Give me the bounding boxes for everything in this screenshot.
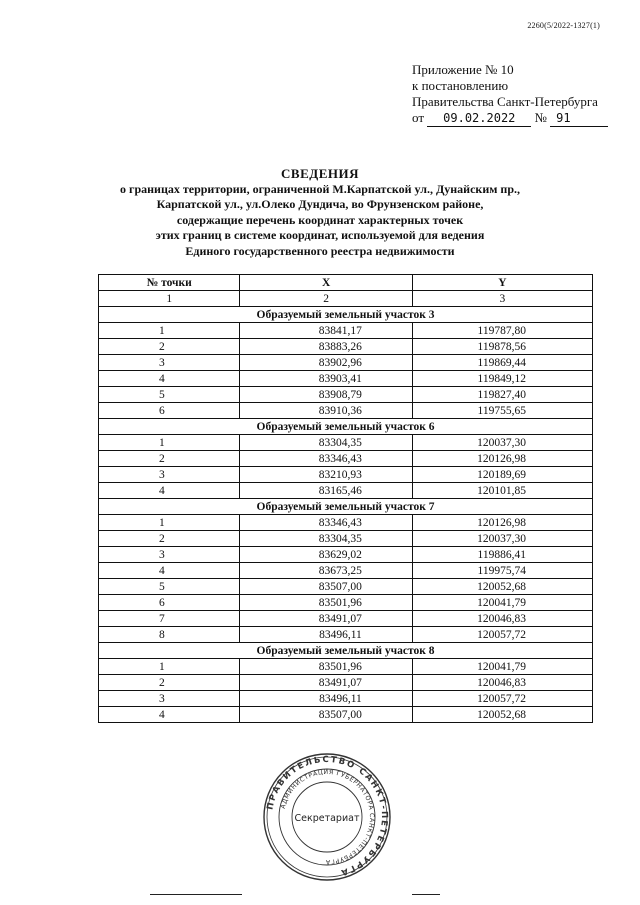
y-coordinate-cell: 119975,74 xyxy=(412,563,592,579)
numbering-cell: 1 xyxy=(99,291,240,307)
table-row xyxy=(99,579,593,595)
y-coordinate-cell: 120057,72 xyxy=(412,691,592,707)
point-number-cell: 3 xyxy=(99,355,240,371)
header-y: Y xyxy=(412,275,592,291)
y-coordinate-cell: 119886,41 xyxy=(412,547,592,563)
document-title xyxy=(0,166,640,259)
y-coordinate-cell: 119827,40 xyxy=(412,387,592,403)
x-coordinate-cell: 83501,96 xyxy=(240,595,412,611)
point-number-cell: 2 xyxy=(99,339,240,355)
point-number-cell: 8 xyxy=(99,627,240,643)
table-row xyxy=(99,627,593,643)
x-coordinate-cell: 83491,07 xyxy=(240,675,412,691)
y-coordinate-cell: 119869,44 xyxy=(412,355,592,371)
table-row xyxy=(99,675,593,691)
x-coordinate-cell: 83346,43 xyxy=(240,451,412,467)
table-row xyxy=(99,611,593,627)
point-number-cell: 1 xyxy=(99,323,240,339)
annex-line: к постановлению xyxy=(412,78,509,93)
title-line: Единого государственного реестра недвижимости xyxy=(185,243,455,258)
document-id: 2260(5/2022-1327(1) xyxy=(527,21,600,30)
x-coordinate-cell: 83496,11 xyxy=(240,691,412,707)
y-coordinate-cell: 120057,72 xyxy=(412,627,592,643)
x-coordinate-cell: 83346,43 xyxy=(240,515,412,531)
x-coordinate-cell: 83629,02 xyxy=(240,547,412,563)
numbering-cell: 3 xyxy=(412,291,592,307)
table-row xyxy=(99,387,593,403)
title-line: содержащие перечень координат характерных точек xyxy=(176,212,464,227)
title-line: этих границ в системе координат, используемой для ведения xyxy=(155,228,485,242)
table-row xyxy=(99,323,593,339)
point-number-cell: 5 xyxy=(99,579,240,595)
section-title: Образуемый земельный участок 6 xyxy=(99,419,593,435)
point-number-cell: 2 xyxy=(99,451,240,467)
table-row xyxy=(99,563,593,579)
table-row xyxy=(99,547,593,563)
stamp-center-text: Секретариат xyxy=(294,813,360,824)
x-coordinate-cell: 83165,46 xyxy=(240,483,412,499)
y-coordinate-cell: 120052,68 xyxy=(412,707,592,723)
point-number-cell: 3 xyxy=(99,691,240,707)
point-number-cell: 4 xyxy=(99,563,240,579)
x-coordinate-cell: 83903,41 xyxy=(240,371,412,387)
point-number-cell: 1 xyxy=(99,659,240,675)
signature-line xyxy=(412,894,440,895)
point-number-cell: 1 xyxy=(99,435,240,451)
point-number-cell: 2 xyxy=(99,531,240,547)
y-coordinate-cell: 120037,30 xyxy=(412,531,592,547)
resolution-date: 09.02.2022 xyxy=(427,110,531,127)
table-row xyxy=(99,595,593,611)
x-coordinate-cell: 83501,96 xyxy=(240,659,412,675)
header-point-number: № точки xyxy=(99,275,240,291)
section-title: Образуемый земельный участок 3 xyxy=(99,307,593,323)
x-coordinate-cell: 83841,17 xyxy=(240,323,412,339)
annex-date-line xyxy=(412,110,608,127)
table-row xyxy=(99,483,593,499)
y-coordinate-cell: 119755,65 xyxy=(412,403,592,419)
point-number-cell: 3 xyxy=(99,547,240,563)
svg-text:АДМИНИСТРАЦИЯ ГУБЕРНАТОРА САНК: АДМИНИСТРАЦИЯ ГУБЕРНАТОРА САНКТ-ПЕТЕРБУРГА xyxy=(279,768,376,866)
title-main: СВЕДЕНИЯ xyxy=(281,166,359,181)
x-coordinate-cell: 83304,35 xyxy=(240,435,412,451)
annex-line: Приложение № 10 xyxy=(412,62,514,77)
x-coordinate-cell: 83304,35 xyxy=(240,531,412,547)
table-row xyxy=(99,371,593,387)
point-number-cell: 6 xyxy=(99,403,240,419)
y-coordinate-cell: 120046,83 xyxy=(412,611,592,627)
table-row xyxy=(99,515,593,531)
y-coordinate-cell: 120052,68 xyxy=(412,579,592,595)
header-x: X xyxy=(240,275,412,291)
y-coordinate-cell: 119878,56 xyxy=(412,339,592,355)
point-number-cell: 2 xyxy=(99,675,240,691)
title-line: о границах территории, ограниченной М.Карпатской ул., Дунайским пр., xyxy=(120,181,520,196)
title-lines xyxy=(0,182,640,260)
point-number-cell: 3 xyxy=(99,467,240,483)
annex-line: Правительства Санкт-Петербурга xyxy=(412,94,598,109)
section-title: Образуемый земельный участок 7 xyxy=(99,499,593,515)
y-coordinate-cell: 120037,30 xyxy=(412,435,592,451)
svg-text:ПРАВИТЕЛЬСТВО САНКТ-ПЕТЕРБУРГА: ПРАВИТЕЛЬСТВО САНКТ-ПЕТЕРБУРГА xyxy=(265,754,390,878)
table-row xyxy=(99,691,593,707)
section-header-row xyxy=(99,307,593,323)
annex-block xyxy=(412,62,608,127)
y-coordinate-cell: 120126,98 xyxy=(412,451,592,467)
table-row xyxy=(99,467,593,483)
x-coordinate-cell: 83902,96 xyxy=(240,355,412,371)
section-header-row xyxy=(99,419,593,435)
x-coordinate-cell: 83910,36 xyxy=(240,403,412,419)
table-row xyxy=(99,355,593,371)
y-coordinate-cell: 120126,98 xyxy=(412,515,592,531)
y-coordinate-cell: 120101,85 xyxy=(412,483,592,499)
signature-line xyxy=(150,894,242,895)
table-row xyxy=(99,451,593,467)
table-row xyxy=(99,659,593,675)
point-number-cell: 4 xyxy=(99,483,240,499)
table-row xyxy=(99,435,593,451)
table-row xyxy=(99,403,593,419)
section-header-row xyxy=(99,499,593,515)
x-coordinate-cell: 83908,79 xyxy=(240,387,412,403)
from-label: от xyxy=(412,110,425,125)
y-coordinate-cell: 119849,12 xyxy=(412,371,592,387)
title-line: Карпатской ул., ул.Олеко Дундича, во Фрунзенском районе, xyxy=(156,197,484,211)
numbering-cell: 2 xyxy=(240,291,412,307)
section-title: Образуемый земельный участок 8 xyxy=(99,643,593,659)
point-number-cell: 4 xyxy=(99,707,240,723)
x-coordinate-cell: 83507,00 xyxy=(240,579,412,595)
x-coordinate-cell: 83883,26 xyxy=(240,339,412,355)
table-numbering-row xyxy=(99,291,593,307)
y-coordinate-cell: 119787,80 xyxy=(412,323,592,339)
table-row xyxy=(99,531,593,547)
point-number-cell: 7 xyxy=(99,611,240,627)
section-header-row xyxy=(99,643,593,659)
point-number-cell: 1 xyxy=(99,515,240,531)
x-coordinate-cell: 83496,11 xyxy=(240,627,412,643)
point-number-cell: 6 xyxy=(99,595,240,611)
y-coordinate-cell: 120041,79 xyxy=(412,595,592,611)
x-coordinate-cell: 83507,00 xyxy=(240,707,412,723)
y-coordinate-cell: 120189,69 xyxy=(412,467,592,483)
resolution-number: 91 xyxy=(550,110,608,127)
x-coordinate-cell: 83491,07 xyxy=(240,611,412,627)
number-label: № xyxy=(534,110,547,125)
x-coordinate-cell: 83673,25 xyxy=(240,563,412,579)
x-coordinate-cell: 83210,93 xyxy=(240,467,412,483)
table-header-row xyxy=(99,275,593,291)
official-stamp xyxy=(262,752,392,882)
point-number-cell: 5 xyxy=(99,387,240,403)
table-row xyxy=(99,707,593,723)
table-row xyxy=(99,339,593,355)
coordinates-table xyxy=(98,274,593,723)
y-coordinate-cell: 120041,79 xyxy=(412,659,592,675)
y-coordinate-cell: 120046,83 xyxy=(412,675,592,691)
point-number-cell: 4 xyxy=(99,371,240,387)
